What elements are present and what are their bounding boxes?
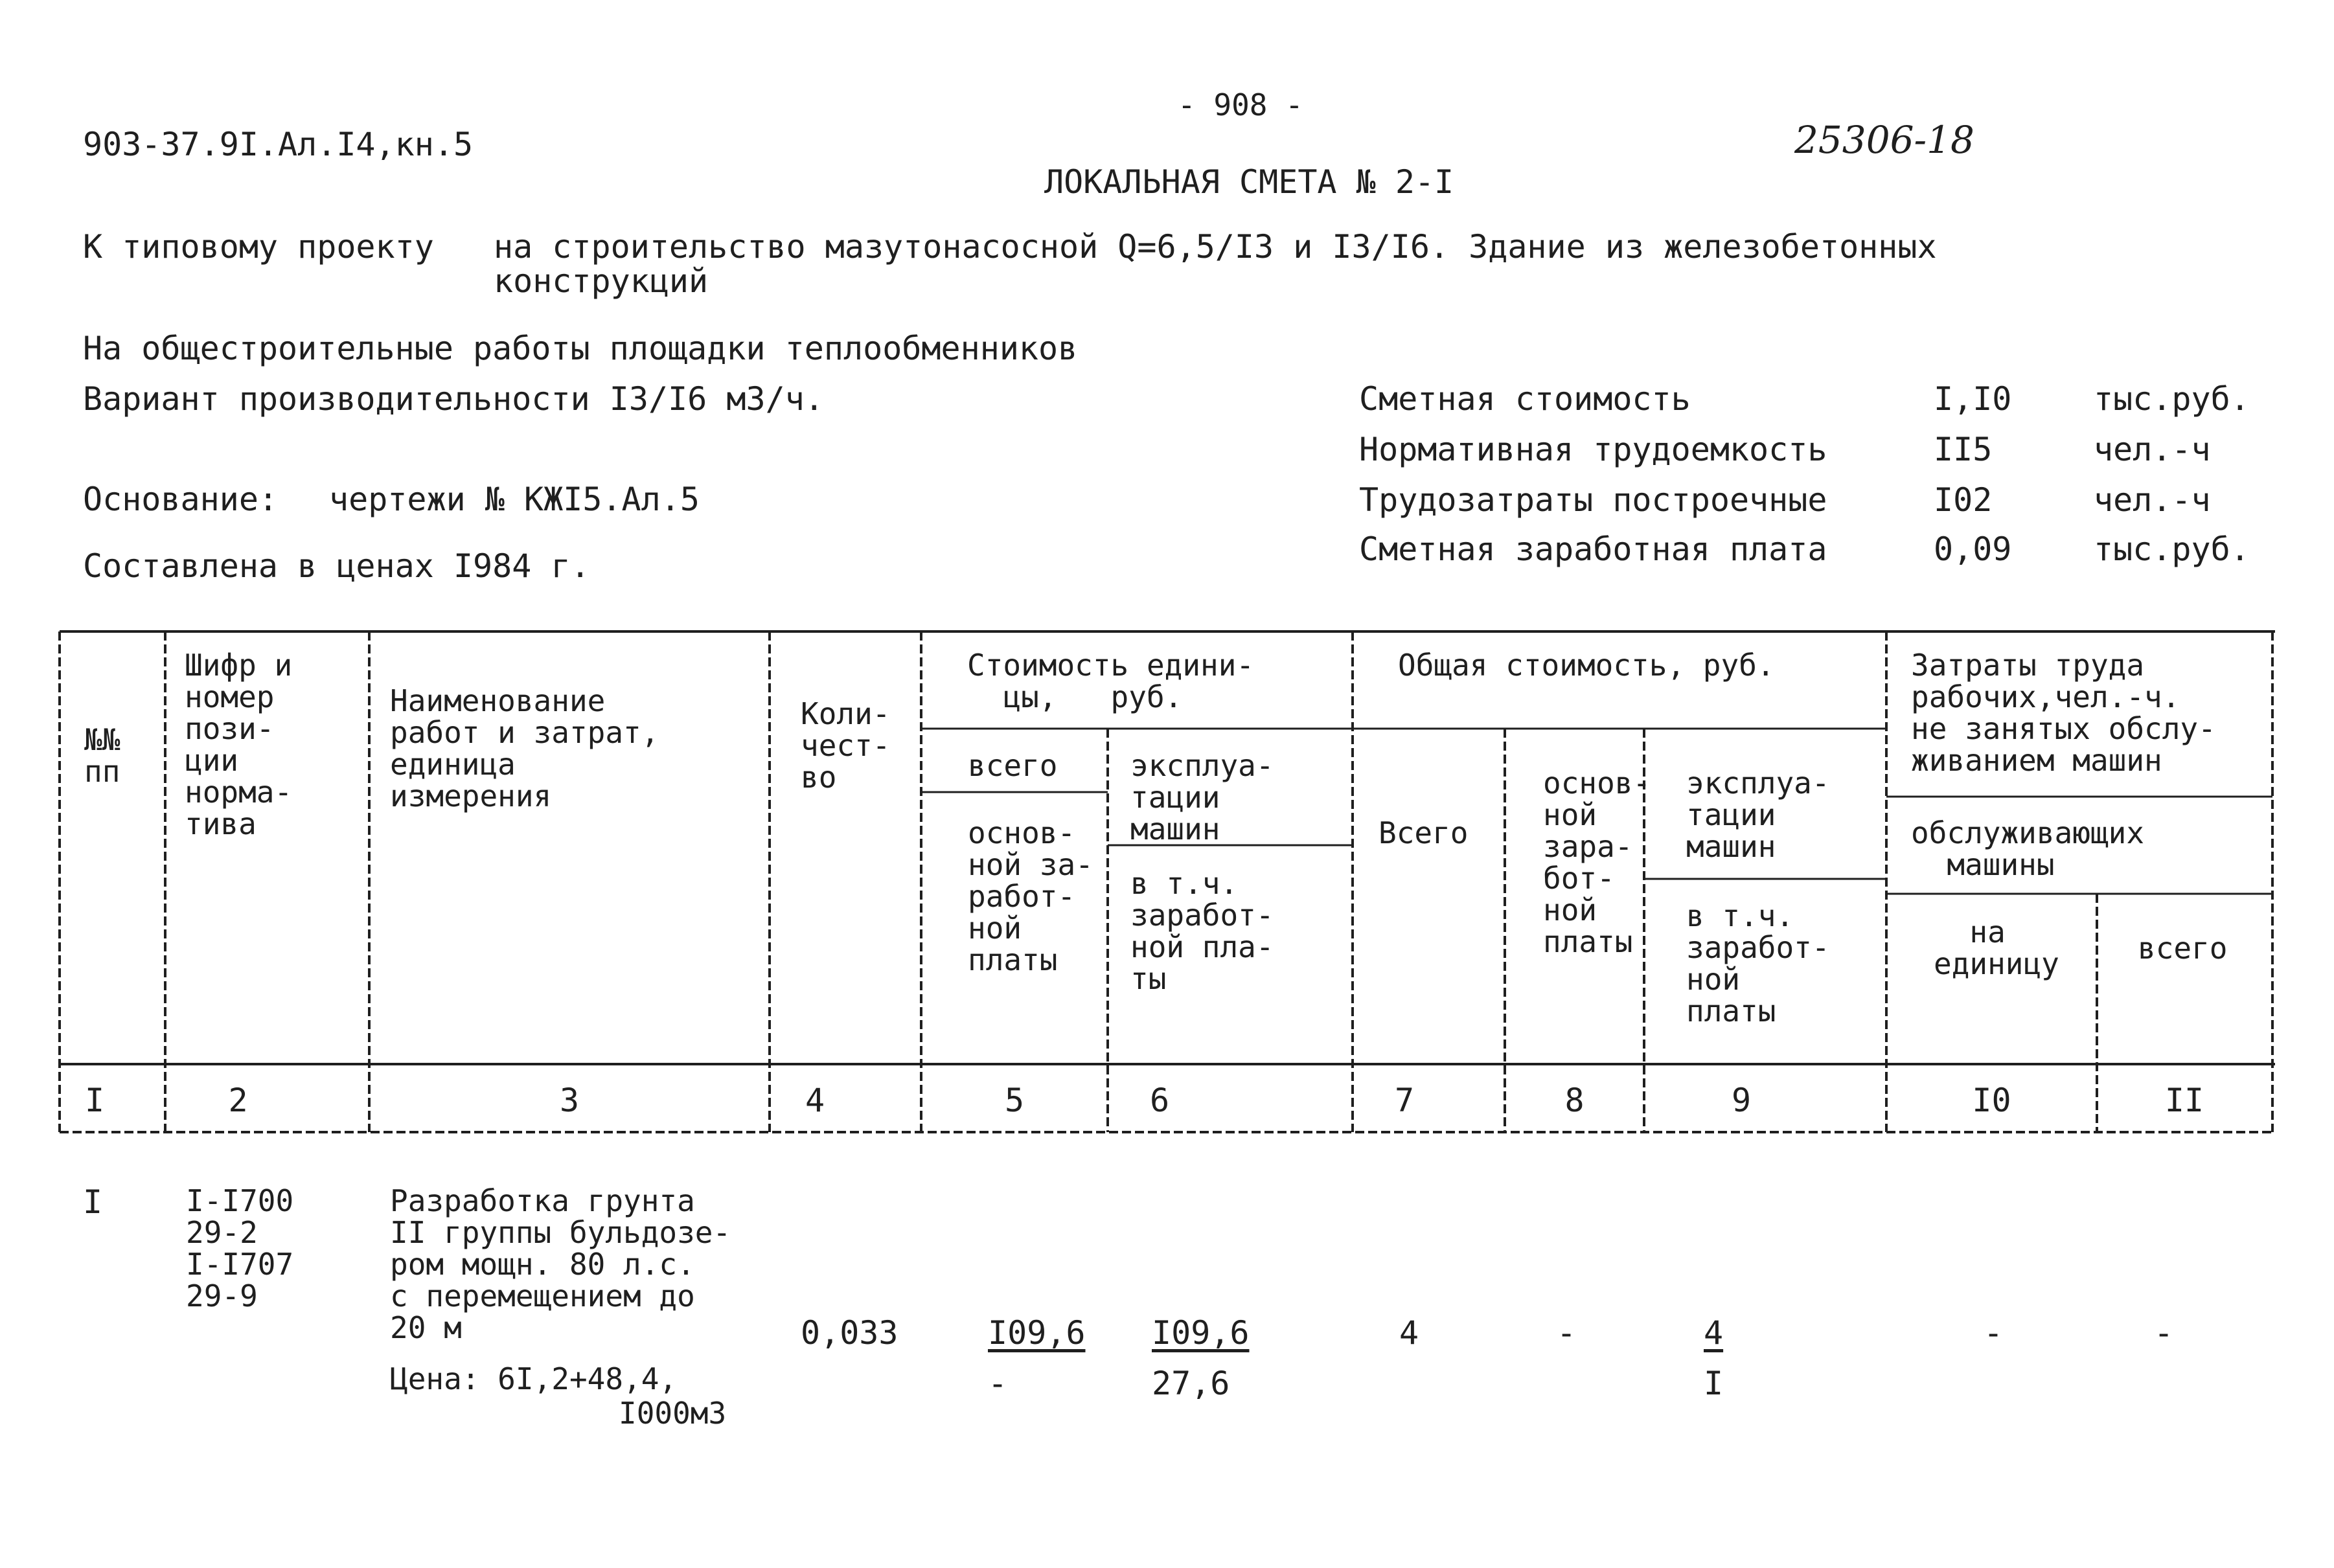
header-labor-machines: обслуживающих машины	[1911, 815, 2145, 882]
stamp-number: 25306-18	[1794, 118, 1974, 162]
labor-total: -	[2154, 1314, 2174, 1352]
project-label: К типовому проекту	[83, 228, 434, 266]
unit-cost-wage: -	[988, 1365, 1008, 1402]
header-col-9-top: эксплуа- тации машин	[1686, 766, 1830, 864]
variant-line: Вариант производительности I3/I6 м3/ч.	[83, 380, 824, 418]
summary-label: Трудозатраты построечные	[1359, 481, 1827, 519]
header-col-6-top: эксплуа- тации машин	[1130, 748, 1274, 846]
summary-value: I02	[1934, 481, 1993, 519]
column-number: 5	[1004, 1082, 1025, 1119]
summary-unit: чел.-ч	[2094, 481, 2211, 519]
project-text-line2: конструкций	[494, 262, 709, 300]
summary-label: Сметная заработная плата	[1359, 530, 1827, 568]
summary-label: Нормативная трудоемкость	[1359, 431, 1827, 468]
header-col-2: Шифр и номер пози- ции норма- тива	[185, 648, 293, 841]
price-note-line1: Цена: 6I,2+48,4,	[390, 1361, 678, 1396]
quantity: 0,033	[801, 1314, 898, 1352]
header-col-6-bottom: в т.ч. заработ- ной пла- ты	[1130, 866, 1274, 996]
header-col-5-bottom: основ- ной за- работ- ной платы	[968, 815, 1093, 977]
document-title: ЛОКАЛЬНАЯ СМЕТА № 2-I	[1044, 163, 1454, 201]
summary-unit: чел.-ч	[2094, 431, 2211, 468]
price-note-line2: I000м3	[619, 1396, 727, 1431]
header-col-5-top: всего	[968, 748, 1058, 783]
row-number: I	[83, 1183, 103, 1221]
column-number: I0	[1972, 1082, 2011, 1119]
work-scope: На общестроительные работы площадки теплообменников	[83, 330, 1078, 367]
total-wage: -	[1557, 1314, 1577, 1352]
header-total-cost-group: Общая стоимость, руб.	[1398, 648, 1775, 683]
summary-label: Сметная стоимость	[1359, 380, 1691, 418]
summary-value: 0,09	[1934, 530, 2012, 568]
norm-code: I-I700 29-2 I-I707 29-9	[186, 1183, 294, 1313]
column-number: 6	[1149, 1082, 1170, 1119]
labor-per-unit: -	[1984, 1314, 2004, 1352]
summary-unit: тыс.руб.	[2094, 530, 2250, 568]
unit-cost-total: I09,6	[988, 1314, 1086, 1352]
total-machines: 4	[1704, 1314, 1724, 1352]
column-number: 2	[228, 1082, 248, 1119]
basis-value: чертежи № КЖI5.Ал.5	[329, 481, 700, 518]
unit-cost-machines: I09,6	[1152, 1314, 1250, 1352]
summary-unit: тыс.руб.	[2094, 380, 2250, 418]
header-col-10: на единицу	[1934, 915, 2059, 981]
prices-line: Составлена в ценах I984 г.	[83, 547, 590, 585]
header-unit-cost-group: Стоимость едини- цы, руб.	[967, 648, 1255, 714]
header-col-1: №№ пп	[84, 722, 120, 789]
column-number: 7	[1394, 1082, 1415, 1119]
header-col-3: Наименование работ и затрат, единица измерения	[390, 683, 659, 813]
column-number: 8	[1564, 1082, 1585, 1119]
header-col-7: Всего	[1379, 815, 1469, 850]
total-machine-wage: I	[1704, 1365, 1724, 1402]
document-code: 903-37.9I.Ал.I4,кн.5	[83, 126, 474, 163]
header-col-8: основ- ной зара- бот- ной платы	[1543, 766, 1651, 959]
header-col-4: Коли- чест- во	[801, 696, 891, 795]
work-name: Разработка грунта II группы бульдозе- ром мощн. 80 л.с. с перемещением до 20 м	[390, 1183, 731, 1345]
column-number: 4	[805, 1082, 825, 1119]
basis-label: Основание:	[83, 481, 279, 518]
page-number: - 908 -	[1178, 87, 1303, 122]
unit-cost-machine-wage: 27,6	[1152, 1365, 1230, 1402]
summary-value: II5	[1934, 431, 1993, 468]
column-number: 9	[1731, 1082, 1752, 1119]
total-cost: 4	[1399, 1314, 1419, 1352]
header-col-11: всего	[2138, 931, 2228, 966]
column-number: II	[2164, 1082, 2204, 1119]
header-col-9-bottom: в т.ч. заработ- ной платы	[1686, 898, 1830, 1028]
column-number: I	[84, 1082, 105, 1119]
header-labor-group: Затраты труда рабочих,чел.-ч. не занятых обслу- живанием машин	[1911, 648, 2216, 778]
project-text-line1: на строительство мазутонасосной Q=6,5/I3 и I3/I6. Здание из железобетонных	[494, 228, 1937, 266]
summary-value: I,I0	[1934, 380, 2012, 418]
column-number: 3	[559, 1082, 580, 1119]
